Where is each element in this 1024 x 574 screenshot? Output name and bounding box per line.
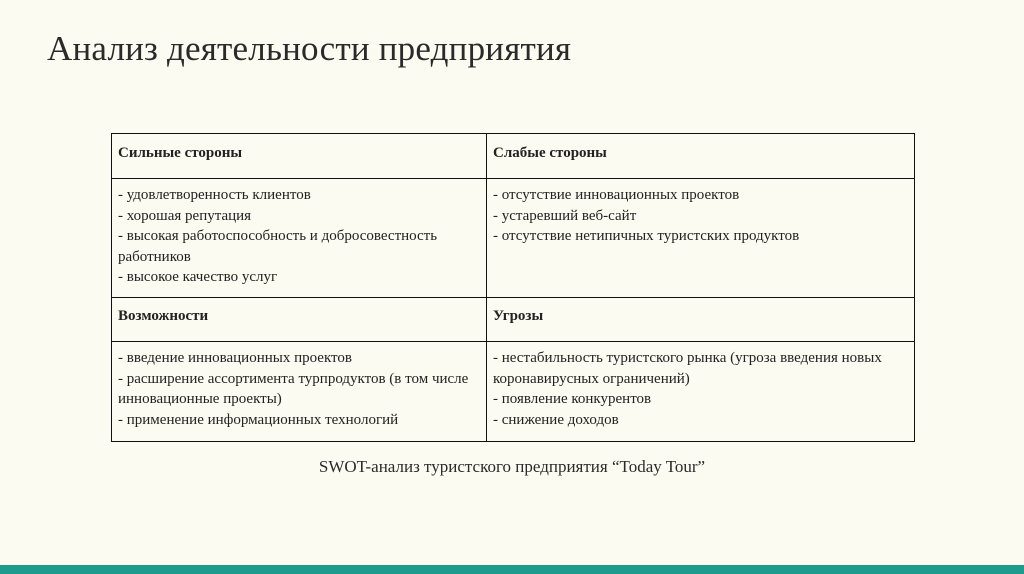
strengths-header: Сильные стороны xyxy=(112,134,487,179)
list-item: - введение инновационных проектов xyxy=(118,350,352,366)
list-item: - расширение ассортимента турпродуктов (в том числе инновационные проекты) xyxy=(118,370,469,407)
threats-list xyxy=(493,348,908,430)
list-item: - устаревший веб-сайт xyxy=(493,207,637,224)
table-caption: SWOT-анализ туристского предприятия “Today Tour” xyxy=(318,457,706,476)
swot-table xyxy=(111,133,915,442)
list-item: - применение информационных технологий xyxy=(118,411,399,428)
list-item: - высокая работоспособность и добросовестность работников xyxy=(118,228,438,265)
list-item: - снижение доходов xyxy=(493,411,619,428)
threats-cell xyxy=(487,342,915,442)
page-title: Анализ деятельности предприятия xyxy=(47,29,572,68)
weaknesses-cell xyxy=(487,179,915,298)
strengths-cell xyxy=(112,179,487,298)
opportunities-header: Возможности xyxy=(112,298,487,342)
weaknesses-list xyxy=(493,185,908,247)
table-row xyxy=(112,342,915,442)
opportunities-list xyxy=(118,348,480,430)
table-row xyxy=(112,298,915,342)
weaknesses-header: Слабые стороны xyxy=(487,134,915,179)
list-item: - хорошая репутация xyxy=(118,207,252,224)
table-row xyxy=(112,179,915,298)
bottom-accent-bar xyxy=(0,565,1024,574)
table-row xyxy=(112,134,915,179)
list-item: - появление конкурентов xyxy=(493,391,652,407)
threats-header: Угрозы xyxy=(487,298,915,342)
strengths-list xyxy=(118,185,480,288)
opportunities-cell xyxy=(112,342,487,442)
list-item: - отсутствие инновационных проектов xyxy=(493,187,740,203)
list-item: - удовлетворенность клиентов xyxy=(118,187,311,203)
list-item: - высокое качество услуг xyxy=(118,269,278,285)
list-item: - отсутствие нетипичных туристских продуктов xyxy=(493,228,800,244)
list-item: - нестабильность туристского рынка (угроза введения новых коронавирусных ограничений) xyxy=(493,350,882,387)
